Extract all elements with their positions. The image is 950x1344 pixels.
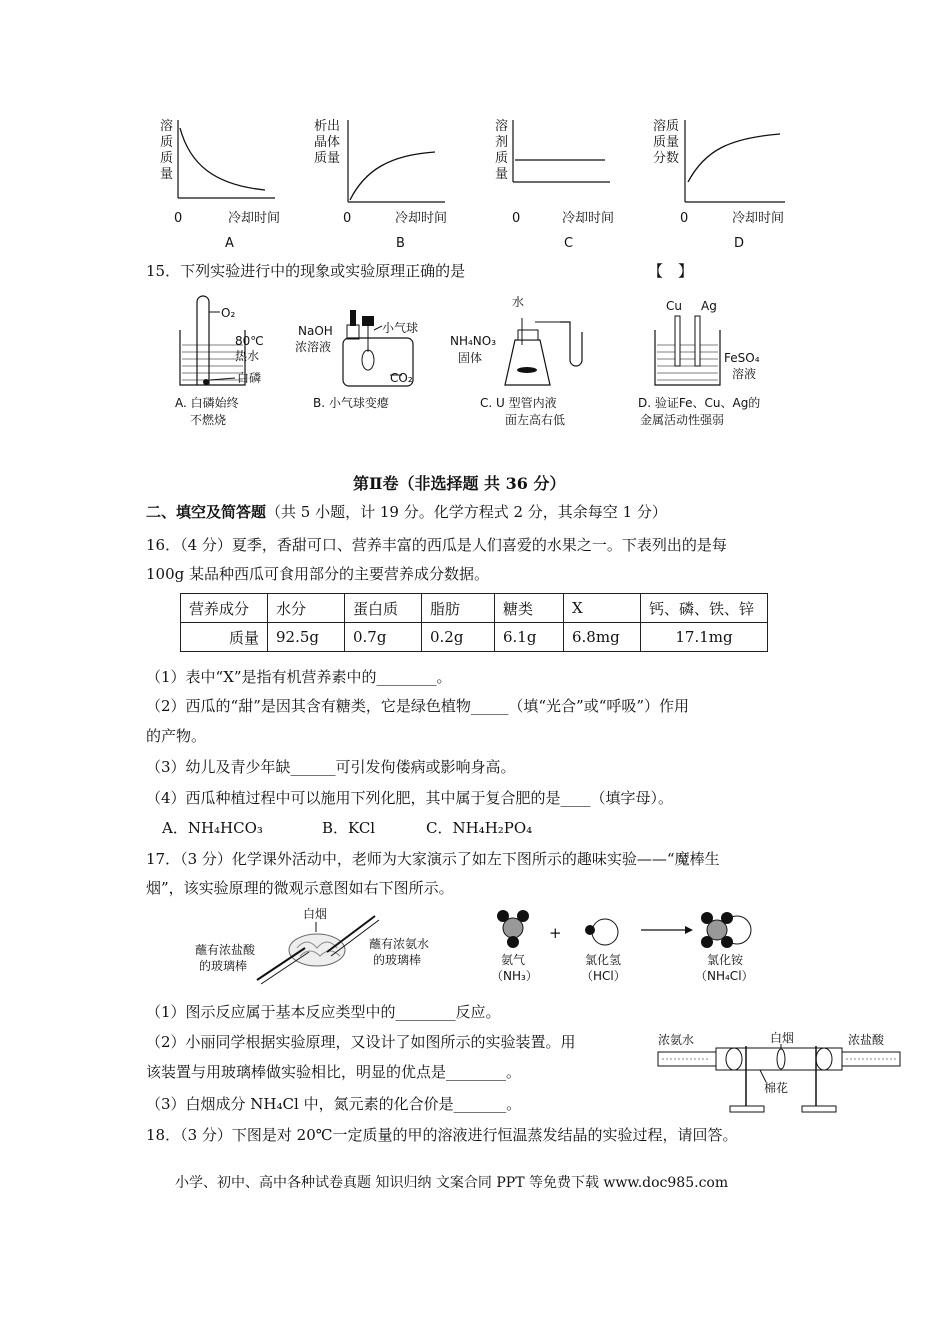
table-header-cell: 钙、磷、铁、锌 (641, 594, 768, 623)
diagram-a-water-2: 热水 (235, 349, 260, 363)
q17-sub-3: （3）白烟成分 NH₄Cl 中，氮元素的化合价是_______。 (146, 1095, 522, 1113)
part-2-heading: 二、填空及简答题 (146, 503, 267, 521)
nh3-label-2: （NH₃） (491, 969, 538, 983)
graph-d-letter: D (734, 236, 745, 251)
q16-sub-2a: （2）西瓜的“甜”是因其含有糖类，它是绿色植物_____（填“光合”或“呼吸”）作用 (146, 697, 690, 715)
page-footer: 小学、初中、高中各种试卷真题 知识归纳 文案合同 PPT 等免费下载 www.doc985.com (175, 1175, 729, 1191)
graph-a-letter: A (225, 236, 234, 251)
diagram-b-co2: CO₂ (390, 371, 413, 385)
q17-sub-2b: 该装置与用玻璃棒做实验相比，明显的优点是________。 (146, 1063, 522, 1081)
table-cell: 质量 (181, 623, 268, 652)
micro-reaction (491, 910, 754, 983)
graph-c-ylabel-1: 溶 (495, 119, 509, 134)
table-row (181, 623, 768, 652)
syringe-apparatus (650, 1022, 910, 1116)
table-cell: 0.2g (422, 623, 495, 652)
diagram-a-o2: O₂ (221, 306, 236, 320)
table-cell: 6.1g (495, 623, 564, 652)
fig-left-1: 蘸有浓盐酸 (195, 943, 256, 957)
q15-bracket: 【 】 (648, 262, 694, 280)
q16-option-a: A．NH₄HCO₃ (162, 819, 263, 837)
table-header-cell: 蛋白质 (345, 594, 422, 623)
graph-b-origin: 0 (343, 211, 352, 226)
graph-c-letter: C (564, 236, 574, 251)
graph-a-curve (180, 128, 265, 190)
graph-d-ylabel-1: 溶质 (653, 119, 680, 134)
graph-b (314, 118, 447, 251)
q18-text: 18．（3 分）下图是对 20℃一定质量的甲的溶液进行恒温蒸发结晶的实验过程，请回答。 (146, 1126, 738, 1144)
apparatus-hcl: 浓盐酸 (848, 1033, 885, 1047)
diagram-d-ag: Ag (701, 299, 717, 313)
diagram-c-nh4: NH₄NO₃ (450, 334, 497, 348)
graph-c-xlabel: 冷却时间 (562, 211, 615, 226)
graph-b-ylabel-1: 析出 (314, 119, 341, 134)
graph-a (160, 118, 280, 251)
nh3-label-1: 氨气 (501, 953, 526, 967)
graph-b-letter: B (396, 236, 405, 251)
q17-figures (185, 902, 775, 992)
q16-sub-1: （1）表中“X”是指有机营养素中的________。 (146, 668, 452, 686)
diagram-b-cap: B. 小气球变瘪 (313, 396, 389, 410)
graph-c-origin: 0 (512, 211, 521, 226)
graph-d-curve (688, 134, 780, 182)
q16-sub-2b: 的产物。 (146, 727, 207, 745)
plus-sign: + (549, 924, 562, 942)
table-header-cell: 水分 (268, 594, 345, 623)
q16-option-c: C．NH₄H₂PO₄ (426, 819, 533, 837)
diagram-a (175, 296, 264, 427)
table-header-cell: X (564, 594, 641, 623)
fig-right-1: 蘸有浓氨水 (369, 937, 430, 951)
hcl-label-2: （HCl） (581, 969, 626, 983)
fig-smoke-label: 白烟 (303, 907, 328, 921)
table-header-row (181, 594, 768, 623)
diagram-b (295, 310, 418, 410)
graphs-row (150, 110, 810, 255)
table-header-cell: 糖类 (495, 594, 564, 623)
diagram-c-cap-1: C. U 型管内液 (480, 396, 557, 410)
graph-b-xlabel: 冷却时间 (395, 211, 448, 226)
diagram-c-cap-2: 面左高右低 (505, 413, 566, 427)
graph-d-ylabel-2: 质量 (653, 135, 680, 150)
table-cell: 92.5g (268, 623, 345, 652)
diagram-a-phos: 白磷 (237, 371, 262, 385)
graph-a-ylabel-4: 量 (160, 167, 174, 182)
q15-text: 15．下列实验进行中的现象或实验原理正确的是 (146, 262, 466, 280)
graph-b-ylabel-2: 晶体 (314, 135, 341, 150)
diagram-d (638, 299, 760, 427)
q16-line-2: 100g 某品种西瓜可食用部分的主要营养成分数据。 (146, 565, 490, 583)
q16-sub-3: （3）幼儿及青少年缺______可引发佝偻病或影响身高。 (146, 758, 516, 776)
diagram-a-cap-2: 不燃烧 (190, 413, 227, 427)
graph-d (653, 118, 785, 251)
nutrition-table (180, 593, 768, 652)
graph-a-xlabel: 冷却时间 (228, 211, 281, 226)
apparatus-ammonia: 浓氨水 (658, 1033, 695, 1047)
diagram-c-water: 水 (512, 295, 525, 309)
q17-line-2: 烟”，该实验原理的微观示意图如右下图所示。 (146, 879, 454, 897)
graph-d-ylabel-3: 分数 (653, 151, 680, 166)
graph-d-origin: 0 (680, 211, 689, 226)
graph-c-ylabel-2: 剂 (495, 135, 509, 150)
diagram-a-water-1: 80℃ (235, 334, 264, 348)
table-cell: 17.1mg (641, 623, 768, 652)
table-header-cell: 脂肪 (422, 594, 495, 623)
diagram-c (450, 294, 582, 427)
fig-left-2: 的玻璃棒 (199, 959, 248, 973)
part-2-note: （共 5 小题，计 19 分。化学方程式 2 分，其余每空 1 分） (266, 503, 667, 521)
q16-line-1: 16．（4 分）夏季，香甜可口、营养丰富的西瓜是人们喜爱的水果之一。下表列出的是每 (146, 536, 727, 554)
diagram-b-naoh-2: 浓溶液 (295, 340, 332, 354)
diagram-d-cap-2: 金属活动性强弱 (640, 413, 725, 427)
graph-b-curve (350, 152, 435, 200)
section-2-title: 第Ⅱ卷（非选择题 共 36 分） (353, 474, 566, 493)
graph-d-xlabel: 冷却时间 (732, 211, 785, 226)
hcl-label-1: 氯化氢 (585, 953, 622, 967)
graph-a-ylabel-1: 溶 (160, 119, 174, 134)
table-cell: 6.8mg (564, 623, 641, 652)
graph-a-ylabel-2: 质 (160, 135, 174, 150)
diagram-d-cu: Cu (666, 299, 682, 313)
diagram-b-balloon: 小气球 (382, 321, 419, 335)
diagram-d-cap-1: D. 验证Fe、Cu、Ag的 (638, 396, 761, 410)
q16-option-b: B．KCl (322, 819, 376, 837)
q16-sub-4: （4）西瓜种植过程中可以施用下列化肥，其中属于复合肥的是____（填字母）。 (146, 789, 674, 807)
graph-b-ylabel-3: 质量 (314, 151, 341, 166)
diagram-d-sol: 溶液 (732, 367, 757, 381)
graph-a-origin: 0 (174, 211, 183, 226)
smoke-cloud (289, 934, 345, 966)
q17-line-1: 17．（3 分）化学课外活动中，老师为大家演示了如左下图所示的趣味实验——“魔棒生 (146, 850, 720, 868)
apparatus-cotton: 棉花 (764, 1081, 789, 1095)
graph-a-ylabel-3: 质 (160, 151, 174, 166)
q15-diagrams (150, 290, 810, 435)
diagram-b-naoh-1: NaOH (298, 324, 333, 338)
fig-right-2: 的玻璃棒 (373, 953, 422, 967)
apparatus-smoke: 白烟 (770, 1031, 795, 1045)
graph-c-ylabel-4: 量 (495, 167, 509, 182)
diagram-a-cap-1: A. 白磷始终 (175, 396, 239, 410)
table-header-cell: 营养成分 (181, 594, 268, 623)
nh4cl-label-2: （NH₄Cl） (695, 969, 754, 983)
graph-c (495, 118, 614, 251)
magic-smoke-figure (195, 906, 429, 984)
part-2-line (146, 502, 667, 522)
table-cell: 0.7g (345, 623, 422, 652)
q17-sub-2a: （2）小丽同学根据实验原理，又设计了如图所示的实验装置。用 (146, 1033, 576, 1051)
q17-sub-1: （1）图示反应属于基本反应类型中的________反应。 (146, 1003, 501, 1021)
diagram-d-feso4: FeSO₄ (724, 351, 760, 365)
graph-c-ylabel-3: 质 (495, 151, 509, 166)
diagram-c-solid: 固体 (458, 351, 483, 365)
nh4cl-label-1: 氯化铵 (707, 953, 744, 967)
